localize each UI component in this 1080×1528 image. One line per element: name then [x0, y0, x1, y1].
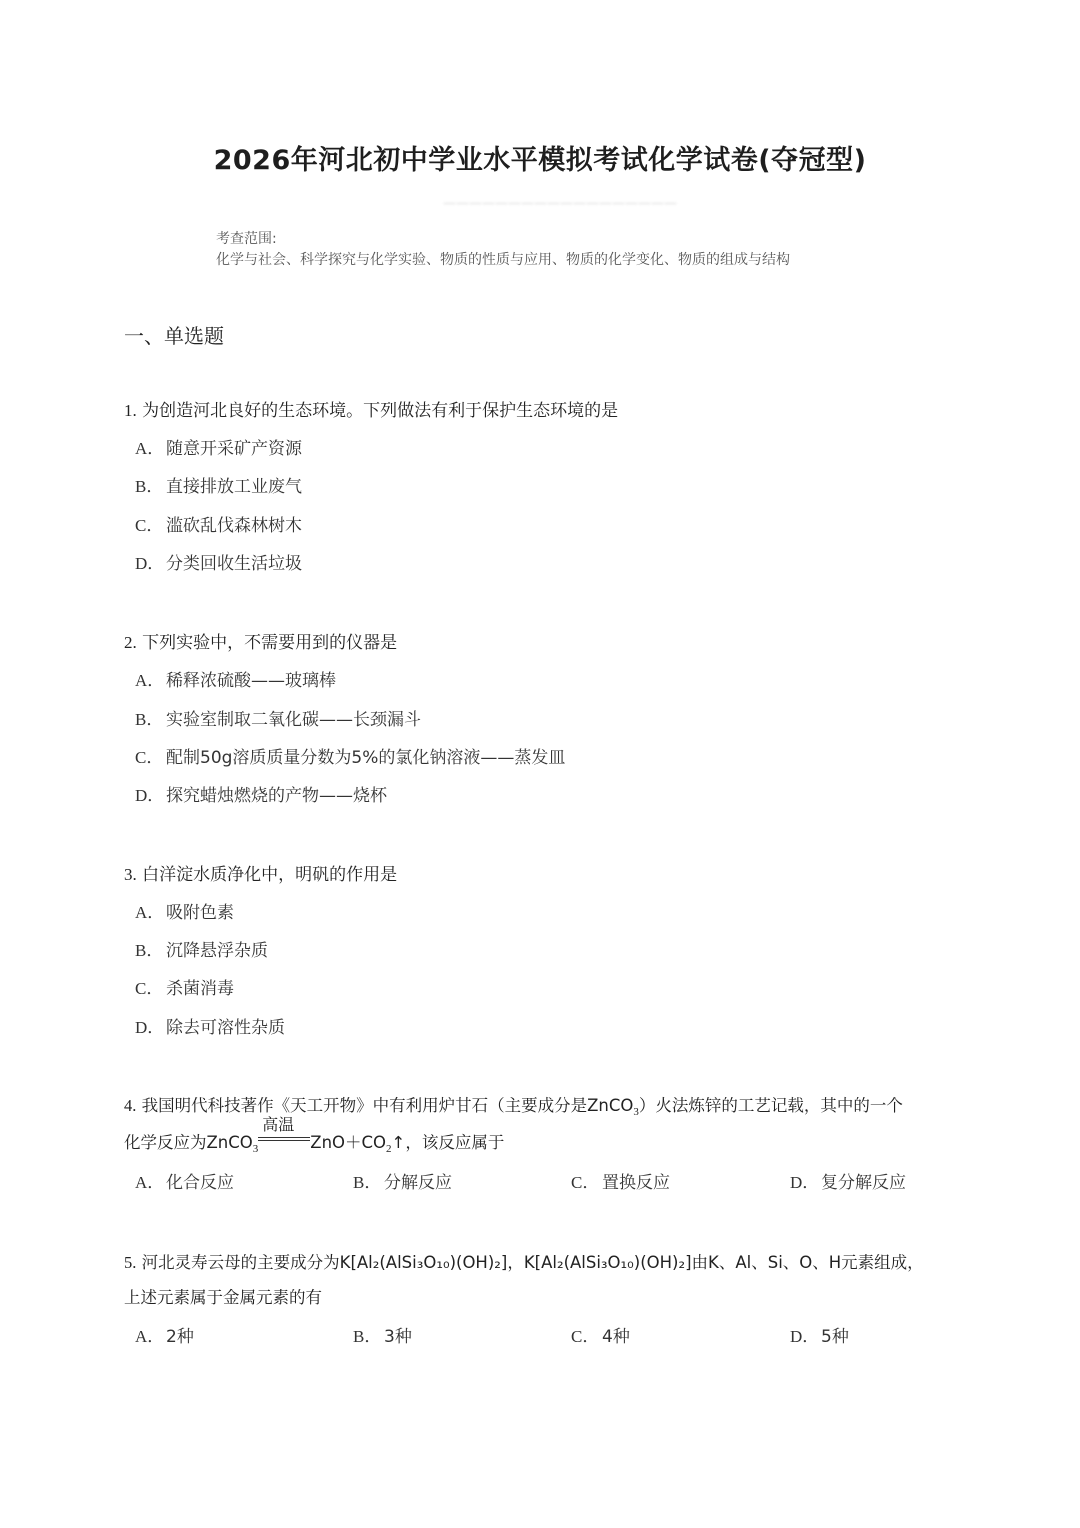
question-3	[124, 860, 397, 885]
q5-option-b[interactable]	[353, 1322, 412, 1347]
option-text: 分解反应	[384, 1173, 452, 1193]
question-5	[124, 1249, 924, 1273]
option-letter: B．	[353, 1327, 382, 1346]
exam-title: 2026年河北初中学业水平模拟考试化学试卷(夺冠型)	[213, 145, 867, 176]
option-text: 滥砍乱伐森林树木	[166, 516, 302, 536]
question-4-line2: 化学反应为ZnCO$_3$ 高温 $ZnO+CO_2↑$，该反应属于	[124, 1115, 505, 1155]
option-text: 沉降悬浮杂质	[166, 941, 268, 961]
q4-option-b[interactable]	[353, 1168, 452, 1193]
q3-option-c[interactable]	[135, 974, 234, 999]
option-letter: C．	[571, 1327, 600, 1346]
option-text: 杀菌消毒	[166, 979, 234, 999]
q1-option-a[interactable]	[135, 434, 302, 459]
q3-option-a[interactable]	[135, 898, 234, 923]
reaction-suffix: ↑，该反应属于	[391, 1133, 505, 1152]
option-letter: D．	[135, 1018, 165, 1037]
option-text: 分类回收生活垃圾	[166, 554, 302, 574]
question-5-line2: 上述元素属于金属元素的有	[124, 1288, 322, 1307]
option-text: 2种	[166, 1327, 194, 1347]
q5-option-d[interactable]	[790, 1322, 849, 1347]
q4-option-d[interactable]	[790, 1168, 906, 1193]
option-text: 配制50g溶质质量分数为5%的氯化钠溶液——蒸发皿	[166, 748, 566, 768]
option-letter: D．	[135, 786, 165, 805]
question-number: 3.	[124, 865, 137, 884]
question-text-line1: 我国明代科技著作《天工开物》中有利用炉甘石（主要成分是ZnCO$_3$）火法炼锌的工艺记载，其中的一个	[141, 1096, 903, 1118]
q4-option-c[interactable]	[571, 1168, 670, 1193]
option-letter: C．	[135, 516, 164, 535]
question-number: 2.	[124, 633, 137, 652]
option-text: 3种	[384, 1327, 412, 1347]
question-number: 4.	[124, 1096, 137, 1115]
q2-option-a[interactable]	[135, 666, 336, 691]
q3-option-d[interactable]	[135, 1013, 285, 1038]
option-text: 5种	[821, 1327, 849, 1347]
question-2	[124, 628, 397, 653]
option-letter: C．	[571, 1173, 600, 1192]
option-letter: B．	[135, 941, 164, 960]
question-text: 下列实验中，不需要用到的仪器是	[142, 633, 398, 653]
option-letter: A．	[135, 439, 165, 458]
q4-option-a[interactable]	[135, 1168, 234, 1193]
question-number: 1.	[124, 401, 137, 420]
q5-option-a[interactable]	[135, 1322, 194, 1347]
option-letter: C．	[135, 979, 164, 998]
option-letter: A．	[135, 903, 165, 922]
option-text: 实验室制取二氧化碳——长颈漏斗	[166, 710, 421, 730]
q2-option-b[interactable]	[135, 705, 421, 730]
reaction-condition: 高温	[258, 1128, 310, 1148]
q1-option-b[interactable]	[135, 472, 302, 497]
option-letter: A．	[135, 1327, 165, 1346]
scope-text: 化学与社会、科学探究与化学实验、物质的性质与应用、物质的化学变化、物质的组成与结构	[216, 252, 790, 268]
scope-label: 考查范围:	[216, 231, 277, 247]
option-text: 复分解反应	[821, 1173, 906, 1193]
question-text: 白洋淀水质净化中，明矾的作用是	[142, 865, 398, 885]
option-text: 稀释浓硫酸——玻璃棒	[166, 671, 336, 691]
question-4	[124, 1092, 903, 1116]
option-text: 探究蜡烛燃烧的产物——烧杯	[166, 786, 387, 806]
q5-option-c[interactable]	[571, 1322, 630, 1347]
option-letter: D．	[135, 554, 165, 573]
reaction-prefix: 化学反应为ZnCO	[124, 1133, 253, 1152]
option-text: 除去可溶性杂质	[166, 1018, 285, 1038]
blurred-subtitle: ——————————————————	[443, 196, 677, 211]
option-letter: C．	[135, 748, 164, 767]
question-text: 为创造河北良好的生态环境。下列做法有利于保护生态环境的是	[142, 401, 619, 421]
question-1	[124, 396, 618, 421]
option-text: 置换反应	[602, 1173, 670, 1193]
section-heading: 一、单选题	[124, 324, 224, 348]
option-text: 直接排放工业废气	[166, 477, 302, 497]
q2-option-d[interactable]	[135, 781, 387, 806]
option-letter: A．	[135, 1173, 165, 1192]
option-letter: B．	[353, 1173, 382, 1192]
option-letter: B．	[135, 477, 164, 496]
option-letter: D．	[790, 1173, 820, 1192]
option-text: 化合反应	[166, 1173, 234, 1193]
q1-option-d[interactable]	[135, 549, 302, 574]
q2-option-c[interactable]	[135, 743, 565, 768]
option-text: 吸附色素	[166, 903, 234, 923]
question-text-line1: 河北灵寿云母的主要成分为K[Al₂(AlSi₃O₁₀)(OH)₂]，K[Al₂(AlSi₃O₁₀)(OH)₂]由K、Al、Si、O、H元素组成，	[141, 1253, 924, 1272]
option-letter: D．	[790, 1327, 820, 1346]
option-letter: A．	[135, 671, 165, 690]
option-text: 4种	[602, 1327, 630, 1347]
q3-option-b[interactable]	[135, 936, 268, 961]
question-number: 5.	[124, 1253, 137, 1272]
option-text: 随意开采矿产资源	[166, 439, 302, 459]
option-letter: B．	[135, 710, 164, 729]
q1-option-c[interactable]	[135, 511, 302, 536]
reaction-products: ZnO＋CO	[310, 1133, 387, 1152]
